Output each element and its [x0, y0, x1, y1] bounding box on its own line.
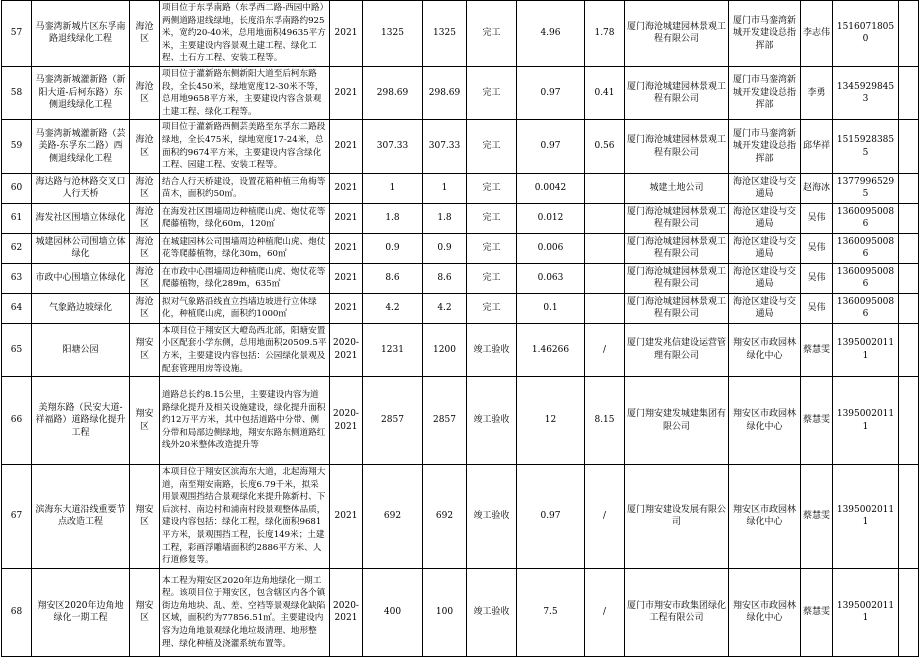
road-length: /: [585, 323, 625, 376]
build-year: 2021: [330, 293, 363, 323]
contact-phone: 13779965295: [833, 173, 899, 203]
green-area: 12: [517, 377, 585, 465]
row-number: 66: [2, 377, 32, 465]
row-number: 67: [2, 465, 32, 569]
table-row: [2, 203, 919, 233]
contact-phone: 13950020111: [833, 323, 899, 376]
contact-person: 邱华祥: [801, 120, 833, 173]
planned-investment: 1325: [363, 1, 423, 67]
project-description: 在城建园林公司围墙周边种植爬山虎、炮仗花等爬藤植物，绿化30m，60㎡: [160, 233, 330, 263]
green-area: 7.5: [517, 568, 585, 656]
empty-cell: [899, 66, 919, 119]
contact-person: 蔡慧雯: [801, 568, 833, 656]
planned-investment: 4.2: [363, 293, 423, 323]
construction-unit: 厦门海沧城建园林景观工程有限公司: [625, 293, 729, 323]
progress-status: 竣工验收: [467, 323, 517, 376]
build-year: 2021: [330, 465, 363, 569]
road-length: 0.41: [585, 66, 625, 119]
project-description: 本项目位于翔安区滨海东大道，北起海翔大道，南至翔安南路，长度6.79千米，拟采用景观围挡结合景观绿化来提升陈新村、下后滨村、南边村和浦南村段景观整体品质，建设内容包括：绿化工程，绿化面积9681平方米，景观围挡工程，长度149米；土建工程，彩画浮雕墙面积约2886平方米、人行道修复等。: [160, 465, 330, 569]
green-area: 4.96: [517, 1, 585, 67]
green-area: 0.1: [517, 293, 585, 323]
district: 海沧区: [130, 203, 160, 233]
progress-status: 竣工验收: [467, 568, 517, 656]
project-description: 结合人行天桥建设，设置花箱种植三角梅等苗木，面积约50㎡。: [160, 173, 330, 203]
responsible-unit: 海沧区建设与交通局: [729, 233, 801, 263]
project-name: 阳塘公园: [32, 323, 130, 376]
completed-investment: 1200: [423, 323, 467, 376]
project-name: 翔安区2020年边角地绿化一期工程: [32, 568, 130, 656]
contact-phone: 13600950086: [833, 293, 899, 323]
table-row: [2, 323, 919, 376]
responsible-unit: 海沧区建设与交通局: [729, 173, 801, 203]
green-area: 0.006: [517, 233, 585, 263]
progress-status: 完工: [467, 263, 517, 293]
progress-status: 竣工验收: [467, 377, 517, 465]
construction-unit: 厦门建发兆信建设运营管理有限公司: [625, 323, 729, 376]
responsible-unit: 厦门市马銮湾新城开发建设总指挥部: [729, 1, 801, 67]
contact-phone: 13950020111: [833, 465, 899, 569]
planned-investment: 307.33: [363, 120, 423, 173]
progress-status: 完工: [467, 66, 517, 119]
construction-unit: 城建土地公司: [625, 173, 729, 203]
construction-unit: 厦门海沧城建园林景观工程有限公司: [625, 263, 729, 293]
contact-person: 蔡慧雯: [801, 465, 833, 569]
planned-investment: 8.6: [363, 263, 423, 293]
responsible-unit: 海沧区建设与交通局: [729, 203, 801, 233]
contact-phone: 13950020111: [833, 568, 899, 656]
build-year: 2020-2021: [330, 323, 363, 376]
road-length: 1.78: [585, 1, 625, 67]
construction-unit: 厦门翔安建设发展有限公司: [625, 465, 729, 569]
completed-investment: 1325: [423, 1, 467, 67]
road-length: [585, 203, 625, 233]
road-length: [585, 233, 625, 263]
table-row: [2, 66, 919, 119]
empty-cell: [899, 377, 919, 465]
completed-investment: 4.2: [423, 293, 467, 323]
road-length: /: [585, 568, 625, 656]
construction-unit: 厦门翔安建发城建集团有限公司: [625, 377, 729, 465]
progress-status: 完工: [467, 293, 517, 323]
district: 海沧区: [130, 1, 160, 67]
district: 翔安区: [130, 323, 160, 376]
planned-investment: 1.8: [363, 203, 423, 233]
project-description: 在海发社区围墙周边种植爬山虎、炮仗花等爬藤植物，绿化60m，120㎡: [160, 203, 330, 233]
project-description: 道路总长约8.15公里，主要建设内容为道路绿化提升及相关设施建设，绿化提升面积约12万平方米，其中包括道路中分带、侧分带和局部边侧绿地，翔安东路东侧道路红线外20米整体改造提升等: [160, 377, 330, 465]
row-number: 64: [2, 293, 32, 323]
responsible-unit: 翔安区市政园林绿化中心: [729, 323, 801, 376]
contact-phone: 13600950086: [833, 233, 899, 263]
project-description: 项目位于东孚南路（东孚西二路-西园中路）两侧道路退线绿地，长度沿东孚南路约925米，宽约20-40米，总用地面积49635平方米，主要建设内容景观土建工程、绿化工程、土石方工程、安装工程等。: [160, 1, 330, 67]
progress-status: 完工: [467, 173, 517, 203]
green-area: 0.97: [517, 120, 585, 173]
planned-investment: 692: [363, 465, 423, 569]
responsible-unit: 厦门市马銮湾新城开发建设总指挥部: [729, 120, 801, 173]
project-name: 市政中心围墙立体绿化: [32, 263, 130, 293]
project-name: 滨海东大道沿线重要节点改造工程: [32, 465, 130, 569]
progress-status: 竣工验收: [467, 465, 517, 569]
empty-cell: [899, 120, 919, 173]
green-area: 0.063: [517, 263, 585, 293]
responsible-unit: 厦门市马銮湾新城开发建设总指挥部: [729, 66, 801, 119]
project-description: 拟对气象路沿线直立挡墙边坡进行立体绿化，种植爬山虎，面积约1000㎡: [160, 293, 330, 323]
row-number: 65: [2, 323, 32, 376]
build-year: 2021: [330, 203, 363, 233]
construction-unit: 厦门海沧城建园林景观工程有限公司: [625, 203, 729, 233]
contact-phone: 15160718050: [833, 1, 899, 67]
table-row: [2, 233, 919, 263]
planned-investment: 400: [363, 568, 423, 656]
row-number: 68: [2, 568, 32, 656]
contact-person: 李志伟: [801, 1, 833, 67]
district: 翔安区: [130, 465, 160, 569]
green-area: 0.97: [517, 66, 585, 119]
project-table: [1, 0, 919, 657]
project-description: 本项目位于翔安区大嶝岛西北部，阳塘安置小区配套小学东侧，总用地面积20509.5平方米，主要建设内容包括：公园绿化景观及配套管理用房等设施。: [160, 323, 330, 376]
completed-investment: 692: [423, 465, 467, 569]
planned-investment: 1: [363, 173, 423, 203]
construction-unit: 厦门市翔安市政集团绿化工程有限公司: [625, 568, 729, 656]
contact-person: 吴伟: [801, 263, 833, 293]
road-length: [585, 263, 625, 293]
contact-phone: 13600950086: [833, 263, 899, 293]
construction-unit: 厦门海沧城建园林景观工程有限公司: [625, 66, 729, 119]
completed-investment: 1.8: [423, 203, 467, 233]
planned-investment: 1231: [363, 323, 423, 376]
district: 海沧区: [130, 263, 160, 293]
empty-cell: [899, 203, 919, 233]
district: 翔安区: [130, 568, 160, 656]
project-name: 美翔东路（民安大道-祥福路）道路绿化提升工程: [32, 377, 130, 465]
row-number: 59: [2, 120, 32, 173]
completed-investment: 298.69: [423, 66, 467, 119]
district: 海沧区: [130, 173, 160, 203]
empty-cell: [899, 465, 919, 569]
completed-investment: 0.9: [423, 233, 467, 263]
contact-person: 赵海冰: [801, 173, 833, 203]
construction-unit: 厦门海沧城建园林景观工程有限公司: [625, 1, 729, 67]
responsible-unit: 翔安区市政园林绿化中心: [729, 465, 801, 569]
row-number: 60: [2, 173, 32, 203]
project-description: 在市政中心围墙周边种植爬山虎、炮仗花等爬藤植物，绿化289m，635㎡: [160, 263, 330, 293]
empty-cell: [899, 1, 919, 67]
completed-investment: 8.6: [423, 263, 467, 293]
planned-investment: 298.69: [363, 66, 423, 119]
build-year: 2020-2021: [330, 568, 363, 656]
project-name: 城建园林公司围墙立体绿化: [32, 233, 130, 263]
contact-phone: 13600950086: [833, 203, 899, 233]
contact-person: 吴伟: [801, 233, 833, 263]
table-row: [2, 568, 919, 656]
green-area: 1.46266: [517, 323, 585, 376]
build-year: 2021: [330, 263, 363, 293]
contact-person: 吴伟: [801, 203, 833, 233]
table-row: [2, 1, 919, 67]
construction-unit: 厦门海沧城建园林景观工程有限公司: [625, 120, 729, 173]
build-year: 2021: [330, 120, 363, 173]
build-year: 2021: [330, 1, 363, 67]
road-length: /: [585, 465, 625, 569]
row-number: 57: [2, 1, 32, 67]
empty-cell: [899, 293, 919, 323]
project-name: 马銮湾新城片区东孚南路退线绿化工程: [32, 1, 130, 67]
progress-status: 完工: [467, 203, 517, 233]
empty-cell: [899, 323, 919, 376]
progress-status: 完工: [467, 233, 517, 263]
contact-phone: 15159283855: [833, 120, 899, 173]
planned-investment: 0.9: [363, 233, 423, 263]
project-name: 海发社区围墙立体绿化: [32, 203, 130, 233]
contact-person: 吴伟: [801, 293, 833, 323]
build-year: 2021: [330, 66, 363, 119]
responsible-unit: 翔安区市政园林绿化中心: [729, 568, 801, 656]
green-area: 0.97: [517, 465, 585, 569]
district: 海沧区: [130, 233, 160, 263]
build-year: 2020-2021: [330, 377, 363, 465]
road-length: 0.56: [585, 120, 625, 173]
table-row: [2, 377, 919, 465]
empty-cell: [899, 173, 919, 203]
completed-investment: 100: [423, 568, 467, 656]
district: 海沧区: [130, 120, 160, 173]
table-row: [2, 293, 919, 323]
table-row: [2, 465, 919, 569]
road-length: 8.15: [585, 377, 625, 465]
contact-phone: 13459298453: [833, 66, 899, 119]
project-description: 项目位于灌新路西侧芸美路至东孚东二路段绿地，全长475米，绿地宽度17-24米，总面积约9674平方米，主要建设内容含绿化工程、园建工程、安装工程等。: [160, 120, 330, 173]
empty-cell: [899, 233, 919, 263]
road-length: [585, 293, 625, 323]
project-name: 气象路边坡绿化: [32, 293, 130, 323]
responsible-unit: 海沧区建设与交通局: [729, 263, 801, 293]
completed-investment: 307.33: [423, 120, 467, 173]
district: 海沧区: [130, 66, 160, 119]
district: 翔安区: [130, 377, 160, 465]
completed-investment: 1: [423, 173, 467, 203]
progress-status: 完工: [467, 1, 517, 67]
table-body: [2, 1, 919, 657]
empty-cell: [899, 263, 919, 293]
contact-phone: 13950020111: [833, 377, 899, 465]
contact-person: 蔡慧雯: [801, 323, 833, 376]
project-description: 本工程为翔安区2020年边角地绿化一期工程。该项目位于翔安区，包含辖区内各个镇街边角地块、乱、差、空裆等景观绿化缺陷区域，面积约为77856.51㎡。主要建设内容为边角地景观绿化地垃圾清理、地形整理、绿化种植及浇灌系统布置等。: [160, 568, 330, 656]
table-row: [2, 173, 919, 203]
district: 海沧区: [130, 293, 160, 323]
contact-person: 李勇: [801, 66, 833, 119]
row-number: 62: [2, 233, 32, 263]
green-area: 0.0042: [517, 173, 585, 203]
project-name: 马銮湾新城灌新路（芸美路-东孚东二路）西侧退线绿化工程: [32, 120, 130, 173]
build-year: 2021: [330, 173, 363, 203]
responsible-unit: 海沧区建设与交通局: [729, 293, 801, 323]
green-area: 0.012: [517, 203, 585, 233]
project-description: 项目位于灌新路东侧新阳大道至后柯东路段，全长450米，绿地宽度12-30米不等，总用地9658平方米，主要建设内容含景观土建工程、绿化工程等。: [160, 66, 330, 119]
completed-investment: 2857: [423, 377, 467, 465]
row-number: 63: [2, 263, 32, 293]
build-year: 2021: [330, 233, 363, 263]
planned-investment: 2857: [363, 377, 423, 465]
road-length: [585, 173, 625, 203]
contact-person: 蔡慧雯: [801, 377, 833, 465]
project-name: 马銮湾新城灌新路（新阳大道-后柯东路）东侧退线绿化工程: [32, 66, 130, 119]
row-number: 58: [2, 66, 32, 119]
construction-unit: 厦门海沧城建园林景观工程有限公司: [625, 233, 729, 263]
responsible-unit: 翔安区市政园林绿化中心: [729, 377, 801, 465]
project-name: 海达路与沧林路交叉口人行天桥: [32, 173, 130, 203]
progress-status: 完工: [467, 120, 517, 173]
table-row: [2, 263, 919, 293]
table-row: [2, 120, 919, 173]
empty-cell: [899, 568, 919, 656]
row-number: 61: [2, 203, 32, 233]
